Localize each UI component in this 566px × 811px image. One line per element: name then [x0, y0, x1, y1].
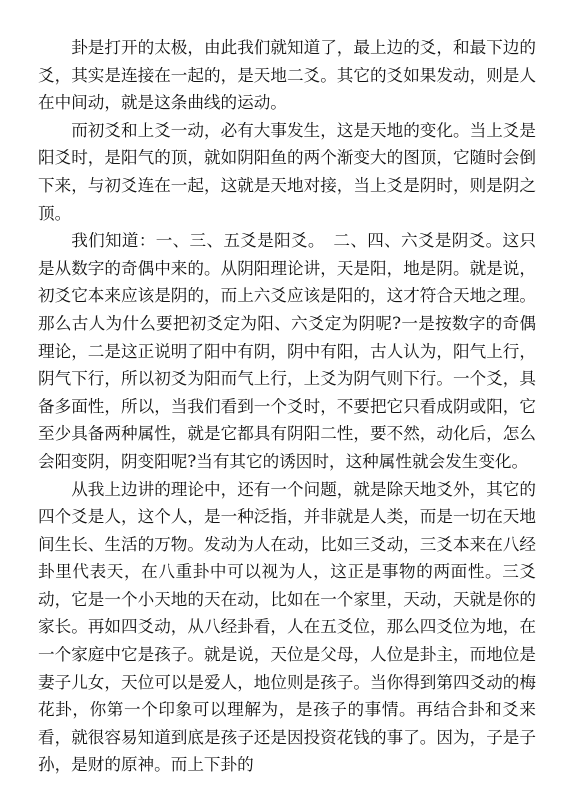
- paragraph-3: 我们知道：一、三、五爻是阳爻。 二、四、六爻是阴爻。这只是从数字的奇偶中来的。从阴阳理论讲，天是阳，地是阴。就是说，初爻它本来应该是阴的，而上六爻应该是阳的，这才符合天地之理。那么古人为什么要把初爻定为阳、六爻定为阴呢?一是按数字的奇偶理论，二是这正说明了阳中有阴，阴中有阳，古人认为，阳气上行，阴气下行，所以初爻为阳而气上行，上爻为阴气则下行。一个爻，具备多面性，所以，当我们看到一个爻时，不要把它只看成阴或阳，它至少具备两种属性，就是它都具有阴阳二性，要不然，动化后，怎么会阳变阴，阴变阳呢?当有其它的诱因时，这种属性就会发生变化。: [38, 231, 536, 471]
- paragraph-2: 而初爻和上爻一动，必有大事发生，这是天地的变化。当上爻是阳爻时，是阳气的顶，就如阴阳鱼的两个渐变大的图顶，它随时会倒下来，与初爻连在一起，这就是天地对接，当上爻是阴时，则是阴之顶。: [38, 120, 536, 223]
- paragraph-4: 从我上边讲的理论中，还有一个问题，就是除天地爻外，其它的四个爻是人，这个人，是一种泛指，并非就是人类，而是一切在天地间生长、生活的万物。发动为人在动，比如三爻动，三爻本来在八经卦里代表天，在八重卦中可以视为人，这正是事物的两面性。三爻动，它是一个小天地的天在动，比如在一个家里，天动，天就是你的家长。再如四爻动，从八经卦看，人在五爻位，那么四爻位为地，在一个家庭中它是孩子。就是说，天位是父母，人位是卦主，而地位是妻子儿女，天位可以是爱人，地位则是孩子。当你得到第四爻动的梅花卦，你第一个印象可以理解为，是孩子的事情。再结合卦和爻来看，就很容易知道到底是孩子还是因投资花钱的事了。因为，子是子孙，是财的原神。而上下卦的: [38, 479, 536, 775]
- paragraph-1: 卦是打开的太极，由此我们就知道了，最上边的爻，和最下边的爻，其实是连接在一起的，是天地二爻。其它的爻如果发动，则是人在中间动，就是这条曲线的运动。: [38, 38, 536, 113]
- document-page: [38, 34, 536, 779]
